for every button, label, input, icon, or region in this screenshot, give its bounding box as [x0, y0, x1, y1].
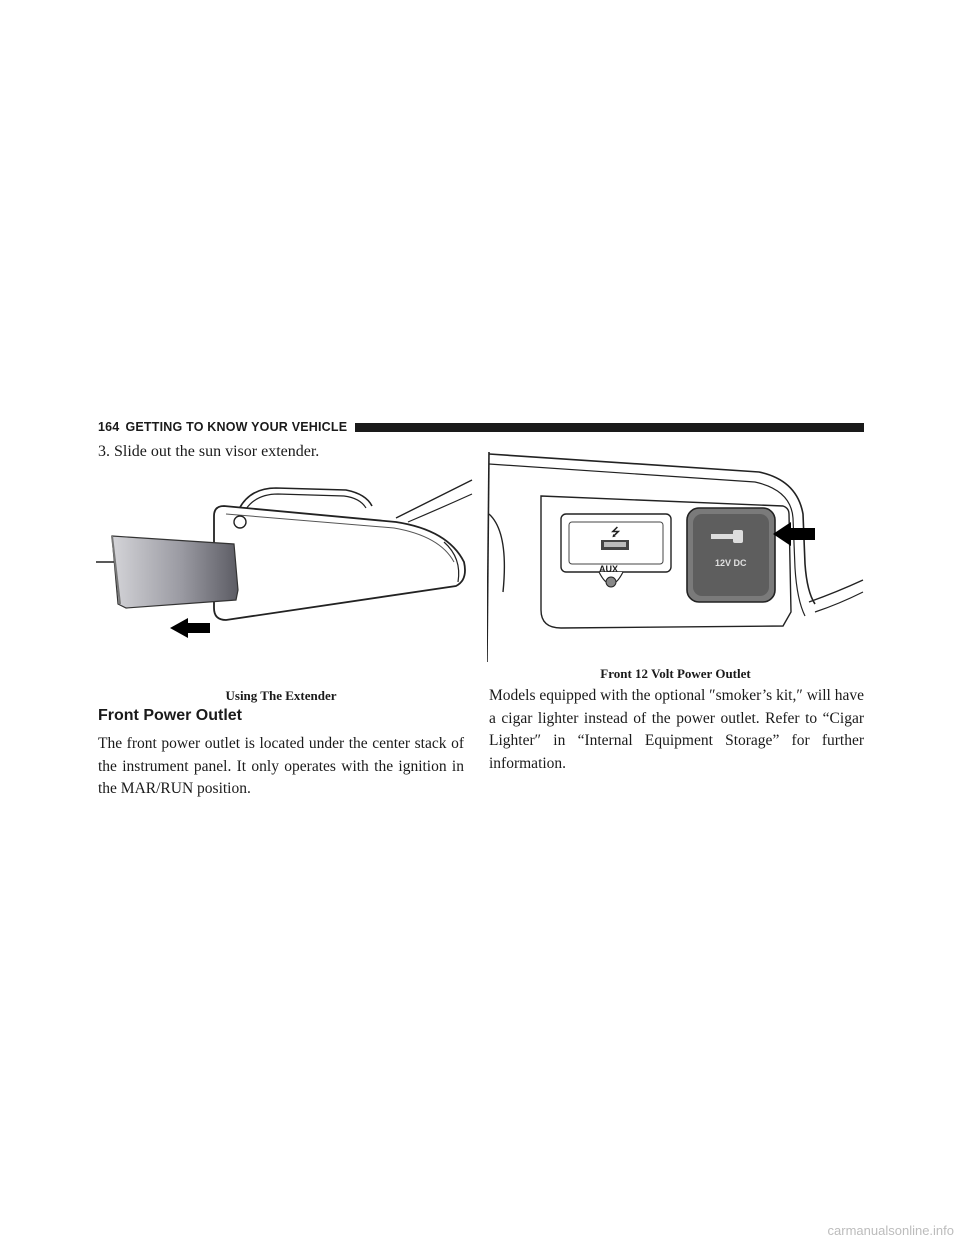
section-title: GETTING TO KNOW YOUR VEHICLE: [125, 420, 348, 434]
page-number: 164: [98, 420, 120, 434]
watermark: carmanualsonline.info: [827, 1223, 954, 1238]
paragraph-right: Models equipped with the optional ″smoker’s kit,″ will have a cigar lighter instead of the power outlet. Refer to “Cigar Lighter″ in “Internal Equipment Storage” for further information.: [489, 687, 864, 772]
power-outlet-illustration: [487, 452, 864, 662]
step-3: 3. Slide out the sun visor extender.: [98, 443, 320, 460]
sun-visor-extender-illustration: [96, 470, 474, 682]
svg-text:⭍: ⭍: [611, 527, 621, 539]
aux-label: AUX: [599, 564, 619, 574]
figure-caption-right: Front 12 Volt Power Outlet: [600, 666, 751, 681]
paragraph-left: The front power outlet is located under the center stack of the instrument panel. It only operates with the ignition in the MAR/RUN position.: [98, 735, 464, 797]
outlet-label: 12V DC: [715, 558, 747, 568]
section-heading: Front Power Outlet: [98, 707, 242, 724]
page-header: [98, 418, 864, 436]
figure-caption-left: Using The Extender: [225, 688, 337, 703]
header-rule: [355, 423, 864, 432]
